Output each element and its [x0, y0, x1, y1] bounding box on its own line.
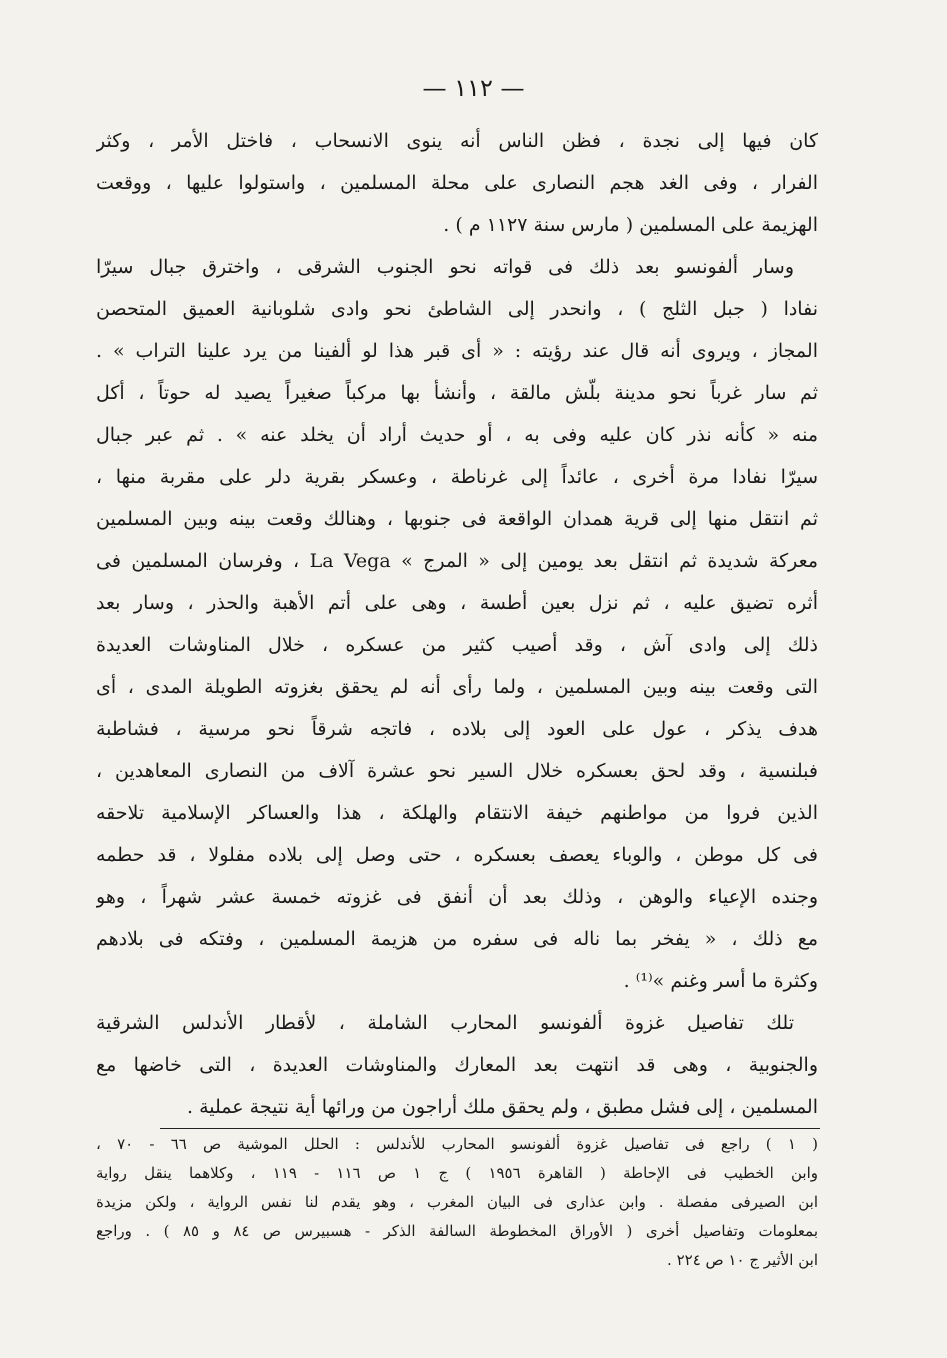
text-line: معركة شديدة ثم انتقل بعد يومين إلى « المرج » La Vega ، وفرسان المسلمين فى — [96, 550, 818, 572]
footnote-line: ابن الأثير ج ١٠ ص ٢٢٤ . — [667, 1251, 818, 1269]
text-line: أثره تضيق عليه ، ثم نزل بعين أطسة ، وهى على أتم الأهبة والحذر ، وسار بعد — [96, 592, 818, 614]
footnote-line: وابن الخطيب فى الإحاطة ( القاهرة ١٩٥٦ ) ج ١ ص ١١٦ - ١١٩ ، وكلاهما ينقل رواية — [96, 1164, 818, 1182]
text-line: مع ذلك ، « يفخر بما ناله فى سفره من هزيمة المسلمين ، وفتكه فى بلادهم — [96, 928, 818, 950]
text-line: الذين فروا من مواطنهم خيفة الانتقام والهلكة ، هذا والعساكر الإسلامية تلاحقه — [96, 802, 818, 824]
text-line: فبلنسية ، وقد لحق بعسكره خلال السير نحو عشرة آلاف من النصارى المعاهدين ، — [96, 760, 818, 782]
text-line: وجنده الإعياء والوهن ، وذلك بعد أن أنفق فى غزوته خمسة عشر شهراً ، وهو — [96, 886, 818, 908]
text-line: منه « كأنه نذر كان عليه وفى به ، أو حديث أراد أن يخلد عنه » . ثم عبر جبال — [96, 424, 818, 446]
footnote-divider — [160, 1128, 820, 1129]
text-line: الفرار ، وفى الغد هجم النصارى على محلة المسلمين ، واستولوا عليها ، ووقعت — [96, 172, 818, 194]
text-line: فى كل موطن ، والوباء يعصف بعسكره ، حتى وصل إلى بلاده مفلولا ، قد حطمه — [96, 844, 818, 866]
text-line: والجنوبية ، وهى قد انتهت بعد المعارك والمناوشات العديدة ، التى خاضها مع — [96, 1054, 818, 1076]
text-line: وكثرة ما أسر وغنم »⁽¹⁾ . — [623, 970, 818, 992]
text-line: سيرّا نفادا مرة أخرى ، عائداً إلى غرناطة ، وعسكر بقرية دلر على مقربة منها ، — [96, 466, 818, 488]
footnote-line: ( ١ ) راجع فى تفاصيل غزوة ألفونسو المحارب للأندلس : الحلل الموشية ص ٦٦ - ٧٠ ، — [96, 1135, 818, 1153]
footnote-line: ابن الصيرفى مفصلة . وابن عذارى فى البيان المغرب ، وهو يقدم لنا نفس الرواية ، ولكن مزيدة — [96, 1193, 818, 1211]
text-line: المجاز ، ويروى أنه قال عند رؤيته : « أى قبر هذا لو ألفينا من يرد علينا التراب » . — [96, 340, 818, 362]
text-line: الهزيمة على المسلمين ( مارس سنة ١١٢٧ م ) . — [443, 214, 818, 236]
footnote-line: بمعلومات وتفاصيل أخرى ( الأوراق المخطوطة السالفة الذكر - هسبيرس ص ٨٤ و ٨٥ ) . وراجع — [96, 1222, 818, 1240]
text-line: وسار ألفونسو بعد ذلك فى قواته نحو الجنوب الشرقى ، واخترق جبال سيرّا — [96, 256, 794, 278]
text-line: هدف يذكر ، عول على العود إلى بلاده ، فاتجه شرقاً نحو مرسية ، فشاطبة — [96, 718, 818, 740]
text-line: ثم سار غرباً نحو مدينة بلّش مالقة ، وأنشأ بها مركباً صغيراً يصيد له حوتاً ، أكل — [96, 382, 818, 404]
footnotes — [96, 1130, 818, 1275]
body-text — [96, 120, 818, 1128]
text-line: تلك تفاصيل غزوة ألفونسو المحارب الشاملة ، لأقطار الأندلس الشرقية — [96, 1012, 794, 1034]
text-line: كان فيها إلى نجدة ، فظن الناس أنه ينوى الانسحاب ، فاختل الأمر ، وكثر — [96, 130, 818, 152]
text-line: التى وقعت بينه وبين المسلمين ، ولما رأى أنه لم يحقق بغزوته الطويلة المدى ، أى — [96, 676, 818, 698]
text-line: ثم انتقل منها إلى قرية همدان الواقعة فى جنوبها ، وهنالك وقعت بينه وبين المسلمين — [96, 508, 818, 530]
page-number: — ١١٢ — — [422, 74, 525, 102]
text-line: المسلمين ، إلى فشل مطبق ، ولم يحقق ملك أراجون من ورائها أية نتيجة عملية . — [187, 1096, 818, 1118]
text-line: نفادا ( جبل الثلج ) ، وانحدر إلى الشاطئ نحو وادى شلوبانية العميق المتحصن — [96, 298, 818, 320]
text-line: ذلك إلى وادى آش ، وقد أصيب كثير من عسكره ، خلال المناوشات العديدة — [96, 634, 818, 656]
